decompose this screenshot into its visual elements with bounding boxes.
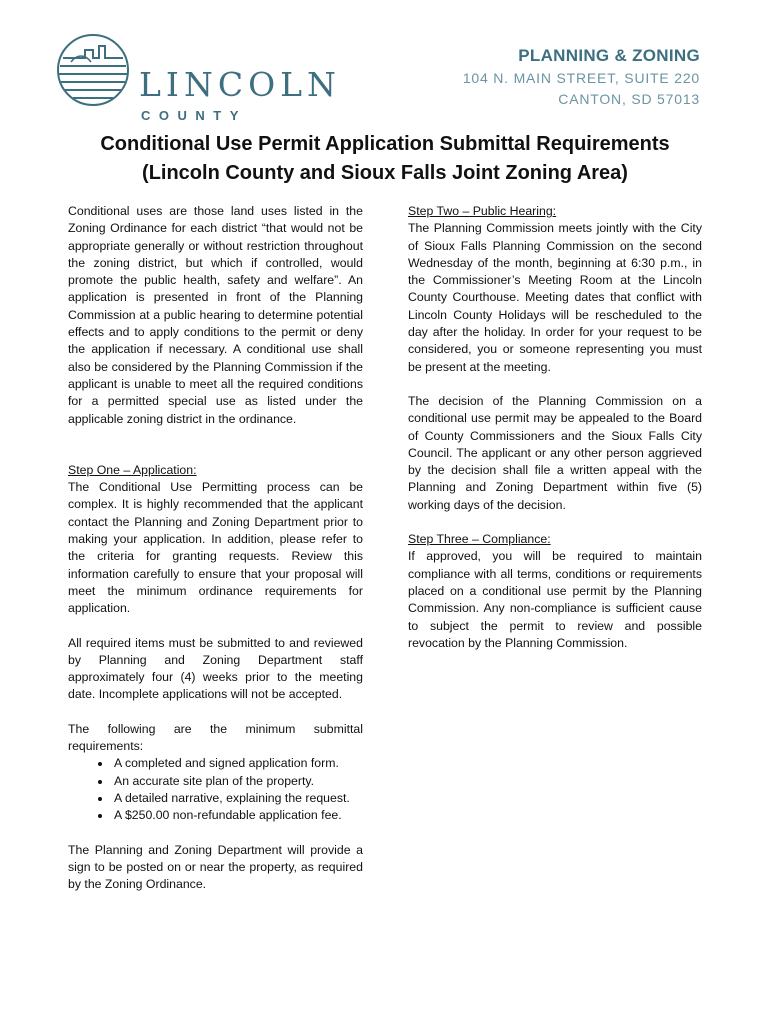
- submission-note: All required items must be submitted to and reviewed by Planning and Zoning Department staff approximately four (4) weeks prior to the meeting date. Incomplete applications will not be accepted.: [68, 635, 363, 702]
- logo-subtitle: COUNTY: [141, 108, 247, 123]
- list-item: • A completed and signed application form.: [112, 755, 363, 772]
- step-one-paragraph: The Conditional Use Permitting process can be complex. It is highly recommended that the applicant contact the Planning and Zoning Department prior to making your application. In addition, please refer to the criteria for granting requests. Review this information carefully to ensure that your proposal will meet the minimum ordinance requirements for application.: [68, 480, 363, 616]
- document-title: [0, 130, 770, 188]
- requirements-list: [68, 755, 363, 824]
- office-address-block: [463, 44, 700, 110]
- step-three-heading: Step Three – Compliance:: [408, 532, 551, 547]
- sign-note: The Planning and Zoning Department will provide a sign to be posted on or near the property, as required by the Zoning Ordinance.: [68, 842, 363, 892]
- title-line-2: (Lincoln County and Sioux Falls Joint Zoning Area): [142, 162, 628, 184]
- department-name: PLANNING & ZONING: [518, 46, 700, 65]
- county-logo: [55, 32, 345, 123]
- address-line-2: CANTON, SD 57013: [558, 91, 700, 107]
- step-two-paragraph: The Planning Commission meets jointly with the City of Sioux Falls Planning Commission on the second Wednesday of the month, beginning at 6:30 p.m., in the Commissioner’s Meeting Room at the Lincoln County Courthouse. Meeting dates that conflict with Lincoln County Holidays will be rescheduled to the day after the holiday. In order for your request to be considered, you or someone representing you must be present at the meeting.: [408, 221, 702, 374]
- intro-paragraph: Conditional uses are those land uses listed in the Zoning Ordinance for each district “that would not be appropriate generally or without restriction throughout the zoning district, but which if controlled, would promote the public health, safety and welfare”. An application is presented in front of the Planning Commission at a public hearing to determine potential effects and to apply conditions to the permit or deny the application if necessary. A conditional use shall also be considered by the Planning Commission if the applicant is unable to meet all the required conditions for a permitted special use as listed under the applicable zoning district in the ordinance.: [68, 204, 363, 426]
- right-column: [408, 203, 702, 669]
- step-two-heading: Step Two – Public Hearing:: [408, 204, 557, 218]
- appeal-paragraph: The decision of the Planning Commission on a conditional use permit may be appealed to the Board of County Commissioners and the Sioux Falls City Council. The applicant or any other person aggrieved by the decision shall file a written appeal with the Planning and Zoning Department within five (5) working days of the decision.: [408, 393, 702, 512]
- title-line-1: Conditional Use Permit Application Submittal Requirements: [100, 133, 670, 155]
- left-column: [68, 203, 363, 910]
- address-line-1: 104 N. MAIN STREET, SUITE 220: [462, 70, 700, 86]
- step-three-paragraph: If approved, you will be required to maintain compliance with all terms, conditions or requirements placed on a conditional use permit by the Planning Commission. Any non-compliance is sufficient cause to subject the permit to review and possible revocation by the Planning Commission.: [408, 549, 702, 650]
- logo-wordmark: LINCOLN: [139, 65, 341, 104]
- list-item: • A $250.00 non-refundable application fee.: [112, 807, 363, 824]
- list-item: • A detailed narrative, explaining the request.: [112, 790, 363, 807]
- list-item: • An accurate site plan of the property.: [112, 773, 363, 790]
- step-one-heading: Step One – Application:: [68, 462, 197, 477]
- county-seal-icon: [55, 32, 131, 108]
- requirements-intro: The following are the minimum submittal requirements:: [68, 721, 363, 754]
